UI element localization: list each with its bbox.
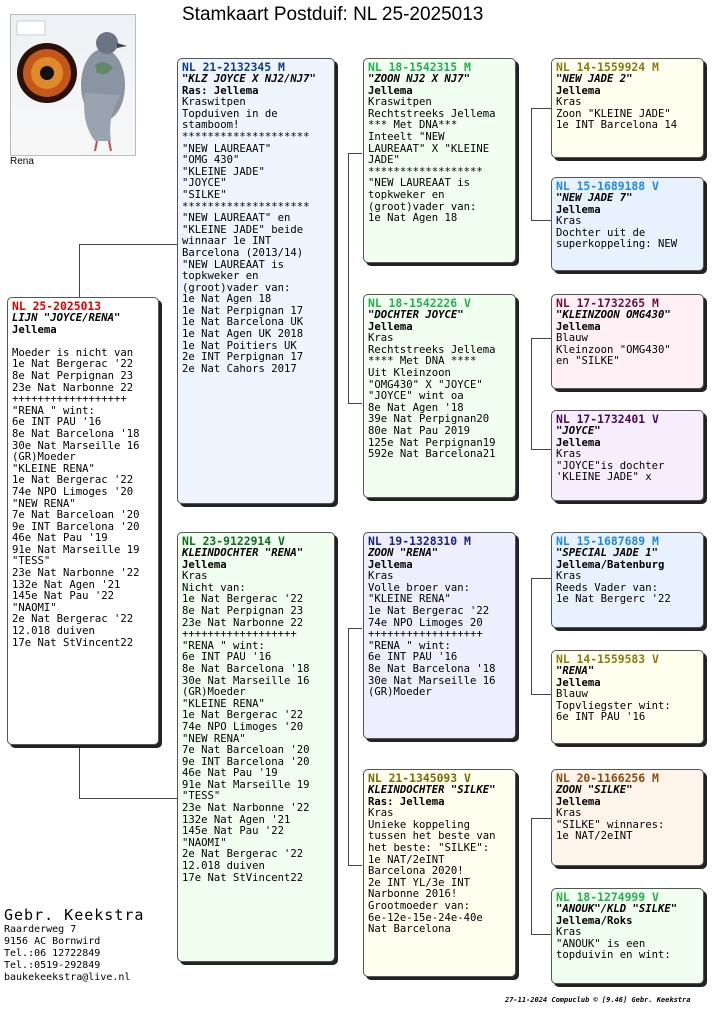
pigeon-name: "KLEINZOON OMG430" [556,310,671,321]
pedigree-line: Uit Kleinzoon [368,367,451,379]
pedigree-line: 30e Nat Marseille 16 [368,675,496,687]
pedigree-line: "KLEINE RENA" [368,594,451,606]
breeder: Jellema/Roks [556,914,633,927]
pedigree-line: Nicht van: [182,582,246,594]
pedigree-line: topkweker en [182,271,259,283]
pedigree-line: (GR)Moeder [12,452,76,464]
pedigree-line: Topvliegster wint: [556,700,671,712]
pedigree-line: 1e Nat Bergerac '22 [12,475,134,487]
pedigree-line: 1e Nat Poitiers UK [182,340,297,352]
pedigree-line: LAUREAAT" X "KLEINE [368,143,490,155]
pedigree-notes [556,97,699,132]
pigeon-name: KLEINDOCHTER "SILKE" [368,785,496,796]
connector-line [348,153,362,154]
pedigree-line: 1e Nat Bergerac '22 [368,605,490,617]
owner-phone: Tel.:06 12722849 [4,948,101,959]
connector-line [531,338,551,339]
pedigree-line: Kleinzoon "OMG430" [556,344,671,356]
connector-line [531,449,551,450]
pedigree-line: Narbonne 2016! [368,889,458,901]
pedigree-line: 91e Nat Marseille 19 [182,779,310,791]
connector-line [79,244,177,245]
pedigree-notes [556,333,699,368]
connector-line [531,694,551,695]
ring-number: NL 21-1345093 V [368,771,471,785]
pedigree-line: superkoppeling: NEW [556,239,678,251]
connector-line [79,798,177,799]
pedigree-line: Kras [556,449,582,461]
pedigree-line: "RENA " wint: [182,640,265,652]
connector-line [531,108,532,220]
breeder: Jellema [368,84,413,97]
fmm-card [551,410,704,501]
connector-line [348,153,349,403]
ring-number: NL 17-1732265 M [556,296,659,310]
pedigree-line: 1e Nat Bergerc '22 [556,594,671,606]
pigeon-name: "NEW JADE 7" [556,193,633,204]
pedigree-line: Kras [556,216,582,228]
pedigree-notes [556,808,699,843]
pedigree-notes [368,333,511,461]
pedigree-line: 132e Nat Agen '21 [12,579,121,591]
pedigree-line: "JOYCE" [182,178,227,190]
ffm-card [551,177,704,271]
breeder: Jellema [556,320,601,333]
pedigree-line: Kraswitpen [368,97,432,109]
pedigree-line: 8e Nat Barcelona '18 [182,663,310,675]
pedigree-notes [556,571,699,606]
breeder: Jellema [556,203,601,216]
pedigree-line: 9e INT Barcelona '20 [12,521,140,533]
connector-line [348,865,362,866]
ring-number: NL 18-1542315 M [368,60,471,74]
ring-number: NL 20-1166256 M [556,771,659,785]
pedigree-line: Kras [556,97,582,109]
owner-address: Raarderweg 7 [4,924,77,935]
connector-line [531,934,551,935]
ring-number: NL 14-1559924 M [556,60,659,74]
pedigree-line: Blauw [556,333,588,345]
pedigree-line: 74e NPO Limoges '20 [182,721,304,733]
pedigree-line: 6e INT PAU '16 [556,712,646,724]
pedigree-line: "RENA " wint: [368,640,451,652]
pedigree-line: (groot)vader van: [368,201,477,213]
pedigree-line: "NEW LAUREAAT" en [182,213,291,225]
pedigree-line: topkweker en [368,189,445,201]
breeder: Jellema [368,320,413,333]
pedigree-line: 1e Nat Bergerac '22 [12,359,134,371]
breeder: Jellema [12,323,57,336]
fm-card [363,294,516,498]
pedigree-line: Unieke koppeling [368,819,471,831]
connector-line [531,220,551,221]
pedigree-line: Zoon "KLEINE JADE" [556,108,671,120]
breeder: Jellema/Batenburg [556,558,665,571]
pedigree-line: het beste: "SILKE": [368,842,490,854]
pedigree-line: 74e NPO Limoges 20 [368,617,483,629]
pedigree-line: 145e Nat Pau '22 [12,591,115,603]
pedigree-line: 6e INT PAU '16 [182,652,272,664]
mfm-card [551,650,704,744]
pedigree-line: "SILKE" winnares: [556,819,665,831]
mmf-card [551,769,704,866]
pedigree-line: 2e INT YL/3e INT [368,877,471,889]
pedigree-line: 2e Nat Cahors 2017 [182,363,297,375]
pedigree-line: (groot)vader van: [182,282,291,294]
pedigree-line: 30e Nat Marseille 16 [182,675,310,687]
pedigree-line: Rechtstreeks Jellema [368,344,496,356]
mother-card [177,532,335,962]
owner-name: Gebr. Keekstra [4,906,145,924]
pedigree-line: tussen het beste van [368,831,496,843]
pedigree-line: 8e Nat Barcelona '18 [12,428,140,440]
ring-number: NL 23-9122914 V [182,534,285,548]
pedigree-notes [12,336,154,649]
connector-line [531,338,532,449]
pedigree-line: 1e Nat Barcelona UK [182,317,304,329]
pedigree-notes [556,216,699,251]
pedigree-line: **** Met DNA **** [368,356,477,368]
pedigree-notes [368,97,511,225]
pedigree-line: ++++++++++++++++++ [368,629,483,641]
ring-number: NL 15-1689188 V [556,179,659,193]
mf-card [363,532,516,739]
owner-email: baukekeekstra@live.nl [4,972,131,983]
pedigree-line: Topduiven in de [182,108,278,120]
pedigree-line: 9e INT Barcelona '20 [182,756,310,768]
pedigree-notes [368,808,511,936]
pedigree-line: 80e Nat Pau 2019 [368,425,471,437]
breeder: Ras: Jellema [182,84,259,97]
pedigree-line: Kras [182,571,208,583]
pedigree-line: "NEW LAUREAAT is [182,259,285,271]
pedigree-line: 23e Nat Narbonne 22 [182,617,304,629]
pigeon-name: KLEINDOCHTER "RENA" [182,548,304,559]
pedigree-notes [556,689,699,724]
ring-number: NL 21-2132345 M [182,60,285,74]
connector-line [348,628,362,629]
pigeon-name: "NEW JADE 2" [556,74,633,85]
pedigree-line: 12.018 duiven [182,861,265,873]
pedigree-line: 23e Nat Narbonne '22 [182,803,310,815]
pedigree-line: winnaar 1e INT [182,236,272,248]
subject-card [7,297,159,745]
pedigree-line: 1e INT Barcelona 14 [556,120,678,132]
pedigree-line: Volle broer van: [368,582,471,594]
pedigree-line: en "SILKE" [556,356,620,368]
pigeon-name: "SPECIAL JADE 1" [556,548,659,559]
pigeon-name: "KLZ JOYCE X NJ2/NJ7" [182,74,316,85]
pedigree-line: 145e Nat Pau '22 [182,826,285,838]
pedigree-line: Kras [556,808,582,820]
pedigree-line: 8e Nat Perpignan 23 [182,605,304,617]
breeder: Ras: Jellema [368,795,445,808]
pedigree-line: Kras [368,333,394,345]
pedigree-line: 17e Nat StVincent22 [182,872,304,884]
connector-line [531,818,532,934]
pedigree-line: "RENA " wint: [12,405,95,417]
pigeon-name: "RENA" [556,666,595,677]
pedigree-line: 7e Nat Barceloan '20 [12,510,140,522]
pedigree-line: "JOYCE" wint oa [368,391,464,403]
pedigree-line: Kraswitpen [182,97,246,109]
pigeon-name: LIJN "JOYCE/RENA" [12,313,121,324]
pedigree-line: 1e Nat Perpignan 17 [182,305,304,317]
breeder: Jellema [182,558,227,571]
pedigree-line: Kras [368,808,394,820]
pedigree-line: stamboom! [182,120,240,132]
photo-caption: Rena [10,156,34,167]
ring-number: NL 18-1274999 V [556,890,659,904]
pedigree-line: "NAOMI" [182,837,227,849]
pigeon-name: ZOON "RENA" [368,548,439,559]
pedigree-line: 23e Nat Narbonne '22 [12,568,140,580]
mff-card [551,532,704,628]
pedigree-line: "NEW LAUREAAT" [182,143,272,155]
fff-card [551,58,704,158]
page-title: Stamkaart Postduif: NL 25-2025013 [182,4,484,25]
pedigree-line: ****************** [368,166,483,178]
connector-line [348,403,362,404]
pedigree-line: Barcelona (2013/14) [182,247,304,259]
pedigree-line: "KLEINE JADE" beide [182,224,304,236]
pedigree-line: 39e Nat Perpignan20 [368,414,490,426]
pedigree-line: "TESS" [182,791,221,803]
mmm-card [551,888,704,984]
pedigree-line: (GR)Moeder [368,687,432,699]
pigeon-name: ZOON "SILKE" [556,785,633,796]
pedigree-line: 1e Nat Bergerac '22 [182,710,304,722]
connector-line [79,745,80,798]
pedigree-line: Moeder is nicht van [12,347,134,359]
pedigree-line: 125e Nat Perpignan19 [368,437,496,449]
pigeon-name: "ZOON NJ2 X NJ7" [368,74,471,85]
pedigree-line: 91e Nat Marseille 19 [12,544,140,556]
pedigree-line: JADE" [368,155,400,167]
pedigree-line: "KLEINE RENA" [182,698,265,710]
pedigree-line: 7e Nat Barceloan '20 [182,745,310,757]
ring-number: NL 19-1328310 M [368,534,471,548]
breeder: Jellema [556,436,601,449]
breeder: Jellema [556,795,601,808]
pedigree-line: ++++++++++++++++++ [12,394,127,406]
pedigree-line: 6e INT PAU '16 [368,652,458,664]
pedigree-line: "NEW RENA" [182,733,246,745]
print-info: 27-11-2024 Compuclub © [9.46] Gebr. Keekstra [505,996,691,1004]
breeder: Jellema [556,84,601,97]
connector-line [348,628,349,865]
ring-number: NL 15-1687689 M [556,534,659,548]
pedigree-line: ******************** [182,131,310,143]
pedigree-line: 1e NAT/2eINT [556,831,633,843]
ring-number: NL 25-2025013 [12,299,102,313]
pedigree-line: 74e NPO Limoges '20 [12,486,134,498]
pedigree-line: 132e Nat Agen '21 [182,814,291,826]
pedigree-line: Kras [556,927,582,939]
pedigree-line: Rechtstreeks Jellema [368,108,496,120]
pedigree-line: 23e Nat Narbonne 22 [12,382,134,394]
ring-number: NL 18-1542226 V [368,296,471,310]
connector-line [79,244,80,299]
pigeon-name: "DOCHTER JOYCE" [368,310,464,321]
pedigree-line: "SILKE" [182,189,227,201]
pedigree-line: 8e Nat Perpignan 23 [12,370,134,382]
fmf-card [551,294,704,389]
pedigree-line: Barcelona 2020! [368,866,464,878]
pedigree-line: "ANOUK" is een [556,938,646,950]
connector-line [531,108,551,109]
pedigree-line: 8e Nat Agen '18 [368,402,464,414]
pedigree-line: Inteelt "NEW [368,131,445,143]
pedigree-line: "JOYCE"is dochter [556,460,665,472]
pedigree-line: *** Met DNA*** [368,120,458,132]
connector-line [531,578,551,579]
connector-line [531,818,551,819]
pedigree-line: 2e Nat Bergerac '22 [12,614,134,626]
pedigree-line: "NAOMI" [12,602,57,614]
owner-phone-2: Tel.:0519-292849 [4,960,101,971]
pedigree-notes [182,571,330,884]
pigeon-name: "ANOUK"/KLD "SILKE" [556,904,678,915]
pedigree-line: Grootmoeder van: [368,900,471,912]
pedigree-line: 2e INT Perpignan 17 [182,352,304,364]
pedigree-line: 1e NAT/2eINT [368,854,445,866]
pedigree-line: 30e Nat Marseille 16 [12,440,140,452]
pedigree-line: Dochter uit de [556,227,646,239]
pedigree-line: (GR)Moeder [182,687,246,699]
pedigree-line: Kras [556,571,582,583]
pigeon-name: "JOYCE" [556,426,601,437]
pedigree-line: 46e Nat Pau '19 [182,768,278,780]
pedigree-line: "NEW LAUREAAT is [368,178,471,190]
pedigree-line: 17e Nat StVincent22 [12,637,134,649]
connector-line [531,578,532,694]
pedigree-notes [368,571,511,699]
pedigree-line: 12.018 duiven [12,626,95,638]
pedigree-line: 1e Nat Agen 18 [368,213,458,225]
pedigree-line: "NEW RENA" [12,498,76,510]
pedigree-line: Kras [368,571,394,583]
pedigree-notes [182,97,330,375]
pedigree-line: 46e Nat Pau '19 [12,533,108,545]
pedigree-line: 6e INT PAU '16 [12,417,102,429]
pigeon-photo [10,14,136,156]
pedigree-notes [556,927,699,962]
pedigree-line: ******************** [182,201,310,213]
pedigree-line [12,336,154,348]
pedigree-line: Blauw [556,689,588,701]
breeder: Jellema [368,558,413,571]
pedigree-line: "TESS" [12,556,51,568]
pedigree-line: 1e Nat Bergerac '22 [182,594,304,606]
pedigree-line: topduivin en wint: [556,950,671,962]
pigeon-photo-icon [11,15,135,155]
pedigree-line: 1e Nat Agen UK 2018 [182,329,304,341]
ff-card [363,58,516,263]
breeder: Jellema [556,676,601,689]
pedigree-line: 'KLEINE JADE" x [556,472,652,484]
pedigree-line: 6e-12e-15e-24e-40e [368,912,483,924]
ring-number: NL 14-1559583 V [556,652,659,666]
pedigree-line: "KLEINE JADE" [182,166,265,178]
pedigree-line: 2e Nat Bergerac '22 [182,849,304,861]
pedigree-line: "OMG 430" [182,155,240,167]
pedigree-line: "KLEINE RENA" [12,463,95,475]
owner-info [4,906,144,984]
mm-card [363,769,516,977]
pedigree-line: 1e Nat Agen 18 [182,294,272,306]
owner-postcode: 9156 AC Bornwird [4,936,101,947]
pedigree-line: Reeds Vader van: [556,582,659,594]
pedigree-line: 592e Nat Barcelona21 [368,449,496,461]
ring-number: NL 17-1732401 V [556,412,659,426]
pedigree-notes [556,449,699,484]
pedigree-line: Nat Barcelona [368,924,451,936]
pedigree-line: 8e Nat Barcelona '18 [368,663,496,675]
pedigree-line: "OMG430" X "JOYCE" [368,379,483,391]
father-card [177,58,335,504]
pedigree-line: ++++++++++++++++++ [182,629,297,641]
